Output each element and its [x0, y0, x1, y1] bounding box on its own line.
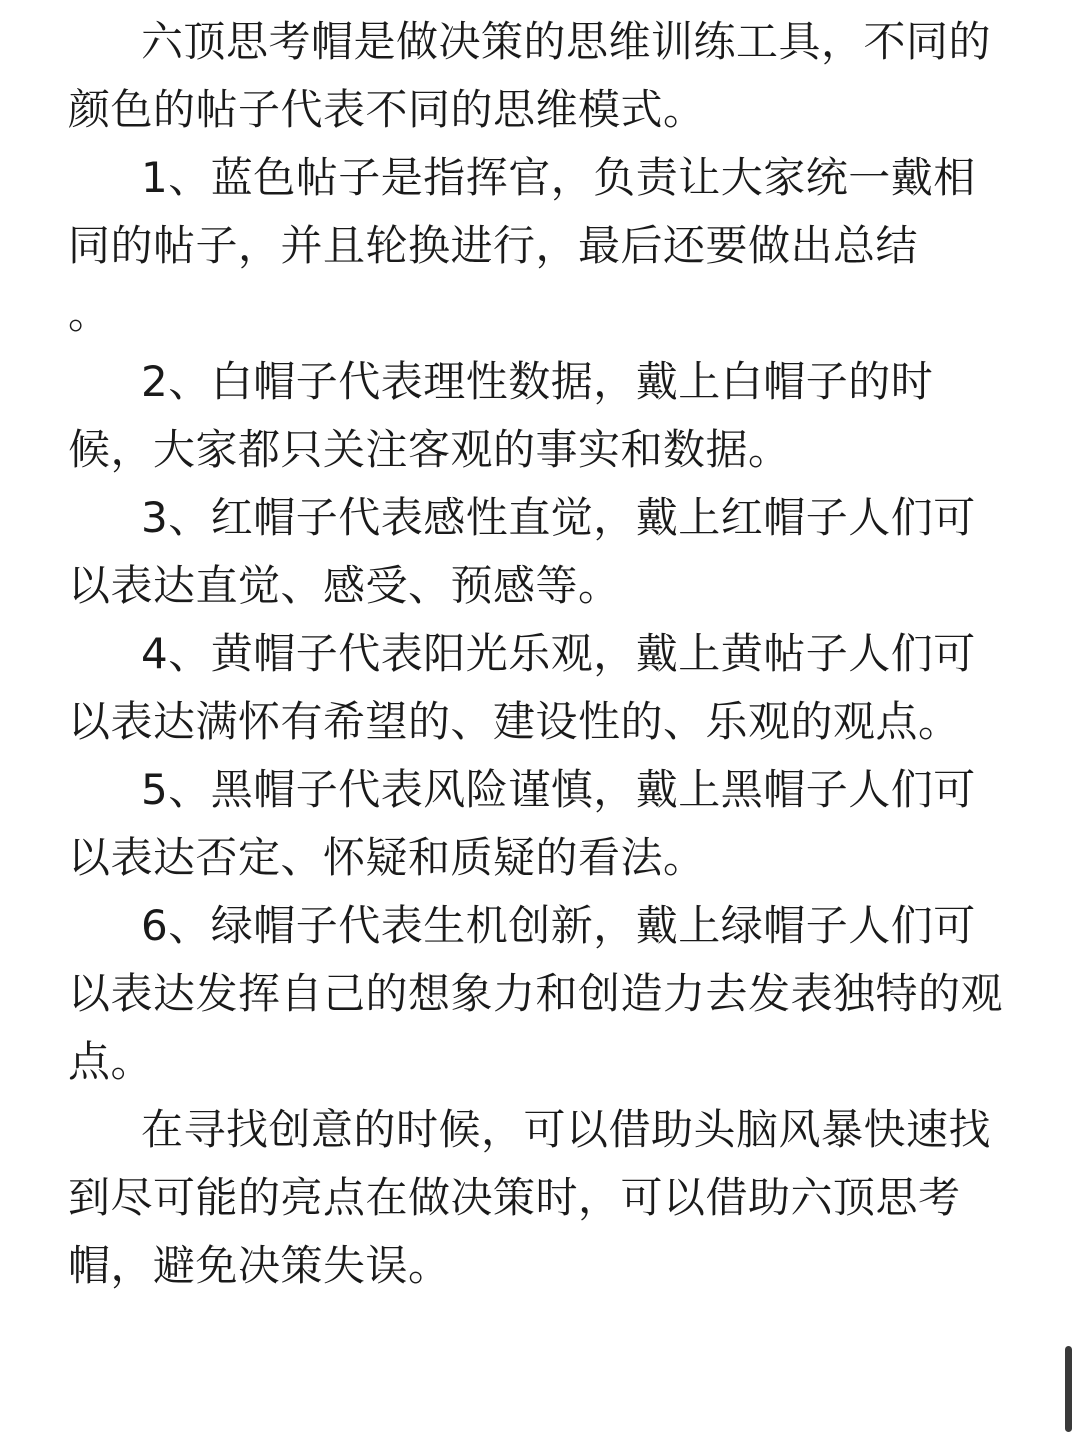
paragraph-green-hat: 6、绿帽子代表生机创新，戴上绿帽子人们可以表达发挥自己的想象力和创造力去发表独特的观点。 [68, 901, 1004, 1086]
paragraph-conclusion: 在寻找创意的时候，可以借助头脑风暴快速找到尽可能的亮点在做决策时，可以借助六顶思考 帽，避免决策失误。 [68, 1105, 992, 1290]
vertical-scrollbar[interactable] [1056, 0, 1080, 1436]
paragraph-black-hat: 5、黑帽子代表风险谨慎，戴上黑帽子人们可以表达否定、怀疑和质疑的看法。 [68, 765, 976, 882]
document-body [68, 8, 1013, 1300]
paragraph-white-hat: 2、白帽子代表理性数据，戴上白帽子的时候，大家都只关注客观的事实和数据。 [68, 357, 934, 474]
paragraph-blue-hat: 1、蓝色帖子是指挥官，负责让大家统一戴相同的帖子，并且轮换进行，最后还要做出总结 。 [68, 153, 976, 338]
paragraph-yellow-hat: 4、黄帽子代表阳光乐观，戴上黄帖子人们可以表达满怀有希望的、建设性的、乐观的观点。 [68, 629, 976, 746]
paragraph-red-hat: 3、红帽子代表感性直觉，戴上红帽子人们可以表达直觉、感受、预感等。 [68, 493, 976, 610]
scrollbar-thumb[interactable] [1065, 1346, 1072, 1432]
paragraph-intro: 六顶思考帽是做决策的思维训练工具，不同的颜色的帖子代表不同的思维模式。 [68, 17, 992, 134]
